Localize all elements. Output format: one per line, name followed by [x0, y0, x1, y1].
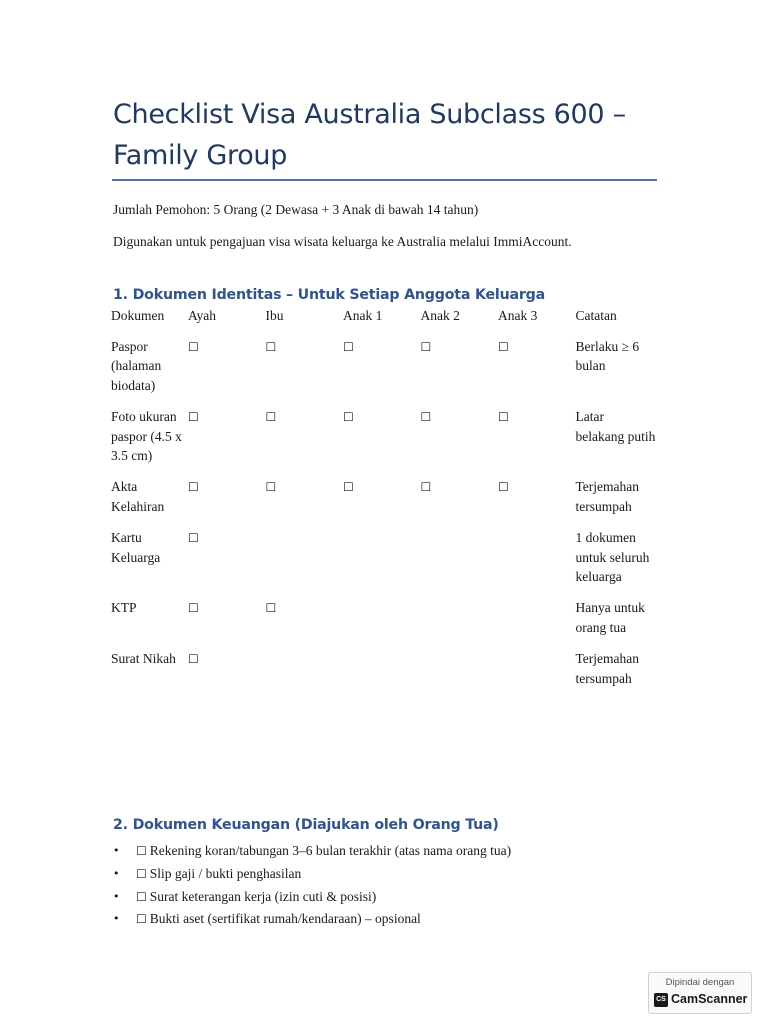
bullet: •	[113, 889, 120, 903]
checkbox-cell	[266, 598, 344, 649]
checkbox[interactable]: ☐	[420, 410, 432, 425]
checkbox-cell	[343, 477, 421, 528]
table-row	[111, 649, 656, 700]
document-name-cell: Kartu Keluarga	[111, 530, 161, 565]
checkbox-cell	[421, 528, 499, 598]
checkbox[interactable]: ☐	[136, 889, 147, 904]
checkbox[interactable]: ☐	[498, 480, 509, 495]
checkbox-cell	[421, 337, 499, 407]
document-name-cell: Akta Kelahiran	[111, 479, 165, 514]
checkbox[interactable]: ☐	[188, 531, 199, 546]
section-2-heading: 2. Dokumen Keuangan (Diajukan oleh Orang Tua)	[113, 817, 499, 833]
checkbox-cell	[498, 407, 576, 477]
document-name-cell: Paspor (halaman biodata)	[111, 339, 162, 393]
checkbox[interactable]: ☐	[136, 866, 147, 881]
list-item	[113, 908, 511, 931]
checkbox-cell	[266, 528, 344, 598]
list-item	[113, 840, 511, 863]
checkbox[interactable]: ☐	[420, 340, 432, 354]
checkbox-cell	[343, 528, 421, 598]
checkbox-cell	[188, 477, 266, 528]
checkbox[interactable]: ☐	[265, 480, 277, 495]
bullet: •	[113, 866, 120, 880]
checkbox-cell	[421, 649, 499, 700]
checkbox-cell	[421, 477, 499, 528]
note-cell: Latar belakang putih	[575, 409, 656, 444]
checkbox[interactable]: ☐	[188, 480, 199, 495]
checkbox-cell	[498, 337, 576, 407]
purpose-text: Digunakan untuk pengajuan visa wisata keluarga ke Australia melalui ImmiAccount.	[113, 234, 572, 249]
note-cell: Terjemahan tersumpah	[575, 479, 640, 514]
list-item-text: Rekening koran/tabungan 3–6 bulan terakhir (atas nama orang tua)	[149, 843, 512, 858]
note-cell: 1 dokumen untuk seluruh keluarga	[575, 530, 650, 585]
watermark-caption: Dipindai dengan	[665, 977, 735, 988]
checkbox-cell	[343, 649, 421, 700]
watermark-brand: CamScanner	[671, 992, 748, 1006]
note-cell: Berlaku ≥ 6 bulan	[575, 339, 640, 374]
document-name-cell: Surat Nikah	[111, 651, 176, 667]
camscanner-logo-icon: CS	[654, 993, 668, 1007]
checkbox[interactable]: ☐	[188, 601, 199, 616]
column-header-anak-2: Anak 2	[420, 308, 460, 323]
checkbox-cell	[421, 407, 499, 477]
checkbox-cell	[266, 477, 344, 528]
checkbox-cell	[343, 337, 421, 407]
checkbox-cell	[498, 477, 576, 528]
checkbox-cell	[343, 598, 421, 649]
column-header-catatan: Catatan	[575, 308, 617, 323]
checkbox[interactable]: ☐	[265, 340, 277, 354]
list-item	[113, 886, 511, 909]
checkbox[interactable]: ☐	[343, 340, 354, 354]
title-underline	[112, 179, 657, 181]
financial-documents-list	[113, 840, 511, 931]
checkbox[interactable]: ☐	[420, 480, 432, 495]
checkbox-cell	[498, 528, 576, 598]
checkbox-cell	[498, 598, 576, 649]
checkbox[interactable]: ☐	[265, 601, 277, 616]
list-item-text: Bukti aset (sertifikat rumah/kendaraan) – opsional	[149, 911, 421, 927]
checkbox-cell	[188, 598, 266, 649]
note-cell: Terjemahan tersumpah	[575, 651, 640, 686]
camscanner-watermark	[648, 972, 752, 1014]
list-item-text: Surat keterangan kerja (izin cuti & posisi)	[149, 888, 377, 904]
checkbox[interactable]: ☐	[265, 410, 277, 425]
table-row	[111, 477, 656, 528]
column-header-anak-3: Anak 3	[498, 308, 538, 323]
checkbox-cell	[188, 407, 266, 477]
checkbox-cell	[188, 649, 266, 700]
identity-documents-table	[111, 306, 656, 700]
checkbox-cell	[498, 649, 576, 700]
checkbox[interactable]: ☐	[188, 410, 199, 425]
checkbox[interactable]: ☐	[498, 410, 509, 425]
checkbox-cell	[188, 528, 266, 598]
checkbox-cell	[266, 407, 344, 477]
section-1-heading: 1. Dokumen Identitas – Untuk Setiap Anggota Keluarga	[113, 287, 545, 303]
table-row	[111, 337, 656, 407]
list-item	[113, 863, 511, 886]
column-header-ayah: Ayah	[188, 308, 217, 323]
table-row	[111, 528, 656, 598]
list-item-text: Slip gaji / bukti penghasilan	[149, 865, 302, 881]
column-header-ibu: Ibu	[265, 308, 284, 323]
checkbox-cell	[343, 407, 421, 477]
checkbox[interactable]: ☐	[343, 410, 354, 425]
checkbox[interactable]: ☐	[188, 340, 199, 354]
checkbox-cell	[266, 649, 344, 700]
document-name-cell: Foto ukuran paspor (4.5 x 3.5 cm)	[111, 409, 182, 464]
document-title: Checklist Visa Australia Subclass 600 – Family Group	[113, 99, 626, 171]
checkbox[interactable]: ☐	[188, 652, 199, 667]
checkbox[interactable]: ☐	[498, 340, 509, 354]
bullet: •	[113, 844, 120, 857]
column-header-anak-1: Anak 1	[343, 308, 383, 323]
table-row	[111, 598, 656, 649]
note-cell: Hanya untuk orang tua	[575, 600, 645, 635]
applicant-count: Jumlah Pemohon: 5 Orang (2 Dewasa + 3 Anak di bawah 14 tahun)	[113, 202, 479, 217]
checkbox-cell	[266, 337, 344, 407]
bullet: •	[113, 912, 120, 926]
table-row	[111, 407, 656, 477]
table-header-row	[111, 306, 656, 337]
checkbox-cell	[188, 337, 266, 407]
checkbox[interactable]: ☐	[136, 844, 147, 858]
document-name-cell: KTP	[111, 600, 137, 616]
column-header-dokumen: Dokumen	[111, 308, 165, 323]
checkbox[interactable]: ☐	[343, 480, 354, 495]
checkbox[interactable]: ☐	[136, 912, 147, 927]
checkbox-cell	[421, 598, 499, 649]
